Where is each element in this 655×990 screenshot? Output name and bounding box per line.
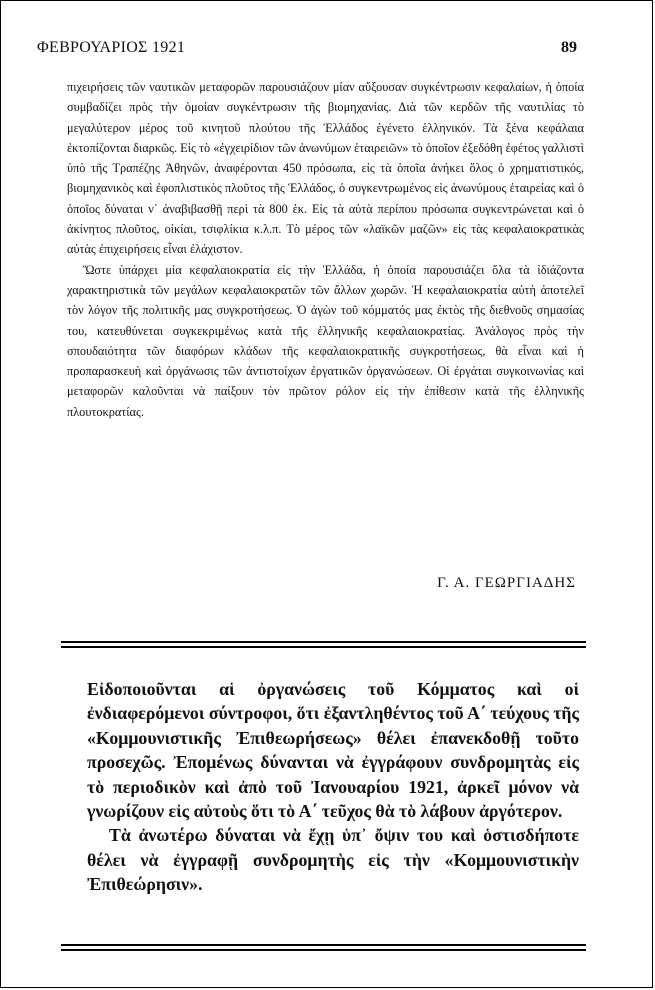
running-title: ΦΕΒΡΟΥΑΡΙΟΣ 1921 xyxy=(37,39,186,56)
bottom-double-rule xyxy=(61,944,586,951)
page-number: 89 xyxy=(561,39,577,56)
article-body xyxy=(67,77,584,422)
top-double-rule xyxy=(61,641,586,648)
author-signature: Γ. Α. ΓΕΩΡΓΙΑΔΗΣ xyxy=(437,575,576,591)
notice-paragraph: Τὰ ἀνωτέρω δύναται νὰ ἔχῃ ὑπ᾽ ὄψιν του καὶ ὁστισδήποτε θέλει νὰ ἐγγραφῇ συνδρομητὴς εἰς τὴν «Κομμουνιστικὴν Ἐπιθεώρησιν». xyxy=(87,825,579,895)
page-header xyxy=(37,39,577,59)
article-paragraph: Ὥστε ὑπάρχει μία κεφαλαιοκρατία εἰς τὴν Ἑλλάδα, ἡ ὁποία παρουσιάζει ὅλα τὰ ἰδιάζοντα χαρακτηριστικὰ τῶν μεγάλων κεφαλαιοκρατῶν τῶν ἄλλων χωρῶν. Ἡ κεφαλαιοκρατία αὐτὴ ἀποτελεῖ τὸν λόγον τῆς πολιτικῆς μας συγκροτήσεως. Ὁ ἀγὼν τοῦ κόμματός μας ἐκτὸς τῆς διεθνοῦς σημασίας του, κατευθύνεται συγκεκριμένως κατὰ τῆς ἑλληνικῆς κεφαλαιοκρατίας. Ἀνάλογος πρὸς τὴν σπουδαιότητα τῶν διαφόρων κλάδων τῆς κεφαλαιοκρατικῆς συγκροτήσεως, θὰ εἶναι καὶ ἡ προπαρασκευὴ καὶ ὀργάνωσις τῶν ἀντιστοίχων ἐργατικῶν ὀργανώσεων. Οἱ ἐργάται συγκοινωνίας καὶ μεταφορῶν καλοῦνται νὰ παίξουν τὸν πρῶτον ρόλον εἰς τὴν ἐπίθεσιν κατὰ τῆς ἑλληνικῆς πλουτοκρατίας. xyxy=(67,262,584,419)
notice-paragraph: Εἰδοποιοῦνται αἱ ὀργανώσεις τοῦ Κόμματος καὶ οἱ ἐνδιαφερόμενοι σύντροφοι, ὅτι ἐξαντληθέντος τοῦ Α΄ τεύχους τῆς «Κομμουνιστικῆς Ἐπιθεωρήσεως» θέλει ἐπανεκδοθῇ τοῦτο προσεχῶς. Ἐπομένως δύνανται νὰ ἐγγράφουν συνδρομητὰς εἰς τὸ περιοδικὸν καὶ ἀπὸ τοῦ Ἰανουαρίου 1921, ἀρκεῖ μόνον νὰ γνωρίζουν εἰς αὐτοὺς ὅτι τὸ Α΄ τεῦχος θὰ τὸ λάβουν ἀργότερον. xyxy=(87,679,579,822)
article-paragraph: πιχειρήσεις τῶν ναυτικῶν μεταφορῶν παρουσιάζουν μίαν αὔξουσαν συγκέντρωσιν κεφαλαίων, ἡ ὁποία συμβαδίζει πρὸς τὴν ὁμοίαν συγκέντρωσιν τῆς βιομηχανίας. Διὰ τῶν κερδῶν τῆς ναυτιλίας τὸ μεγαλύτερον μέρος τοῦ κινητοῦ πλούτου τῆς Ἑλλάδος ἐγένετο ἑλληνικόν. Τὰ ξένα κεφάλαια ἐκτοπίζονται διαρκῶς. Εἰς τὸ «ἐγχειρίδιον τῶν ἀνωνύμων ἑταιρειῶν» τὸ ὁποῖον ἐξεδόθη ἐφέτος γαλλιστὶ ὑπὸ τῆς Τραπέζης Ἀθηνῶν, ἀναφέρονται 450 πρόσωπα, εἰς τὰ ὁποῖα ἀνήκει ὅλος ὁ χρηματιστικός, βιομηχανικὸς καὶ ἐφοπλιστικὸς πλοῦτος τῆς Ἑλλάδος, ὁ συγκεντρωμένος εἰς ἀνωνύμους ἑταιρείας καὶ ὁ ὁποῖος δύναται ν᾽ ἀναβιβασθῇ περὶ τὰ 800 ἑκ. Εἰς τὰ αὐτὰ περίπου πρόσωπα συγκεντρώνεται καὶ ὁ ἀκίνητος πλοῦτος, οἰκίαι, τσιφλίκια κ.λ.π. Τὸ μέρος τῶν «λαϊκῶν μαζῶν» εἰς τὰς κεφαλαιοκρατικὰς αὐτὰς ἐπιχειρήσεις εἶναι ἐλάχιστον. xyxy=(67,80,584,257)
notice-box xyxy=(87,677,579,897)
